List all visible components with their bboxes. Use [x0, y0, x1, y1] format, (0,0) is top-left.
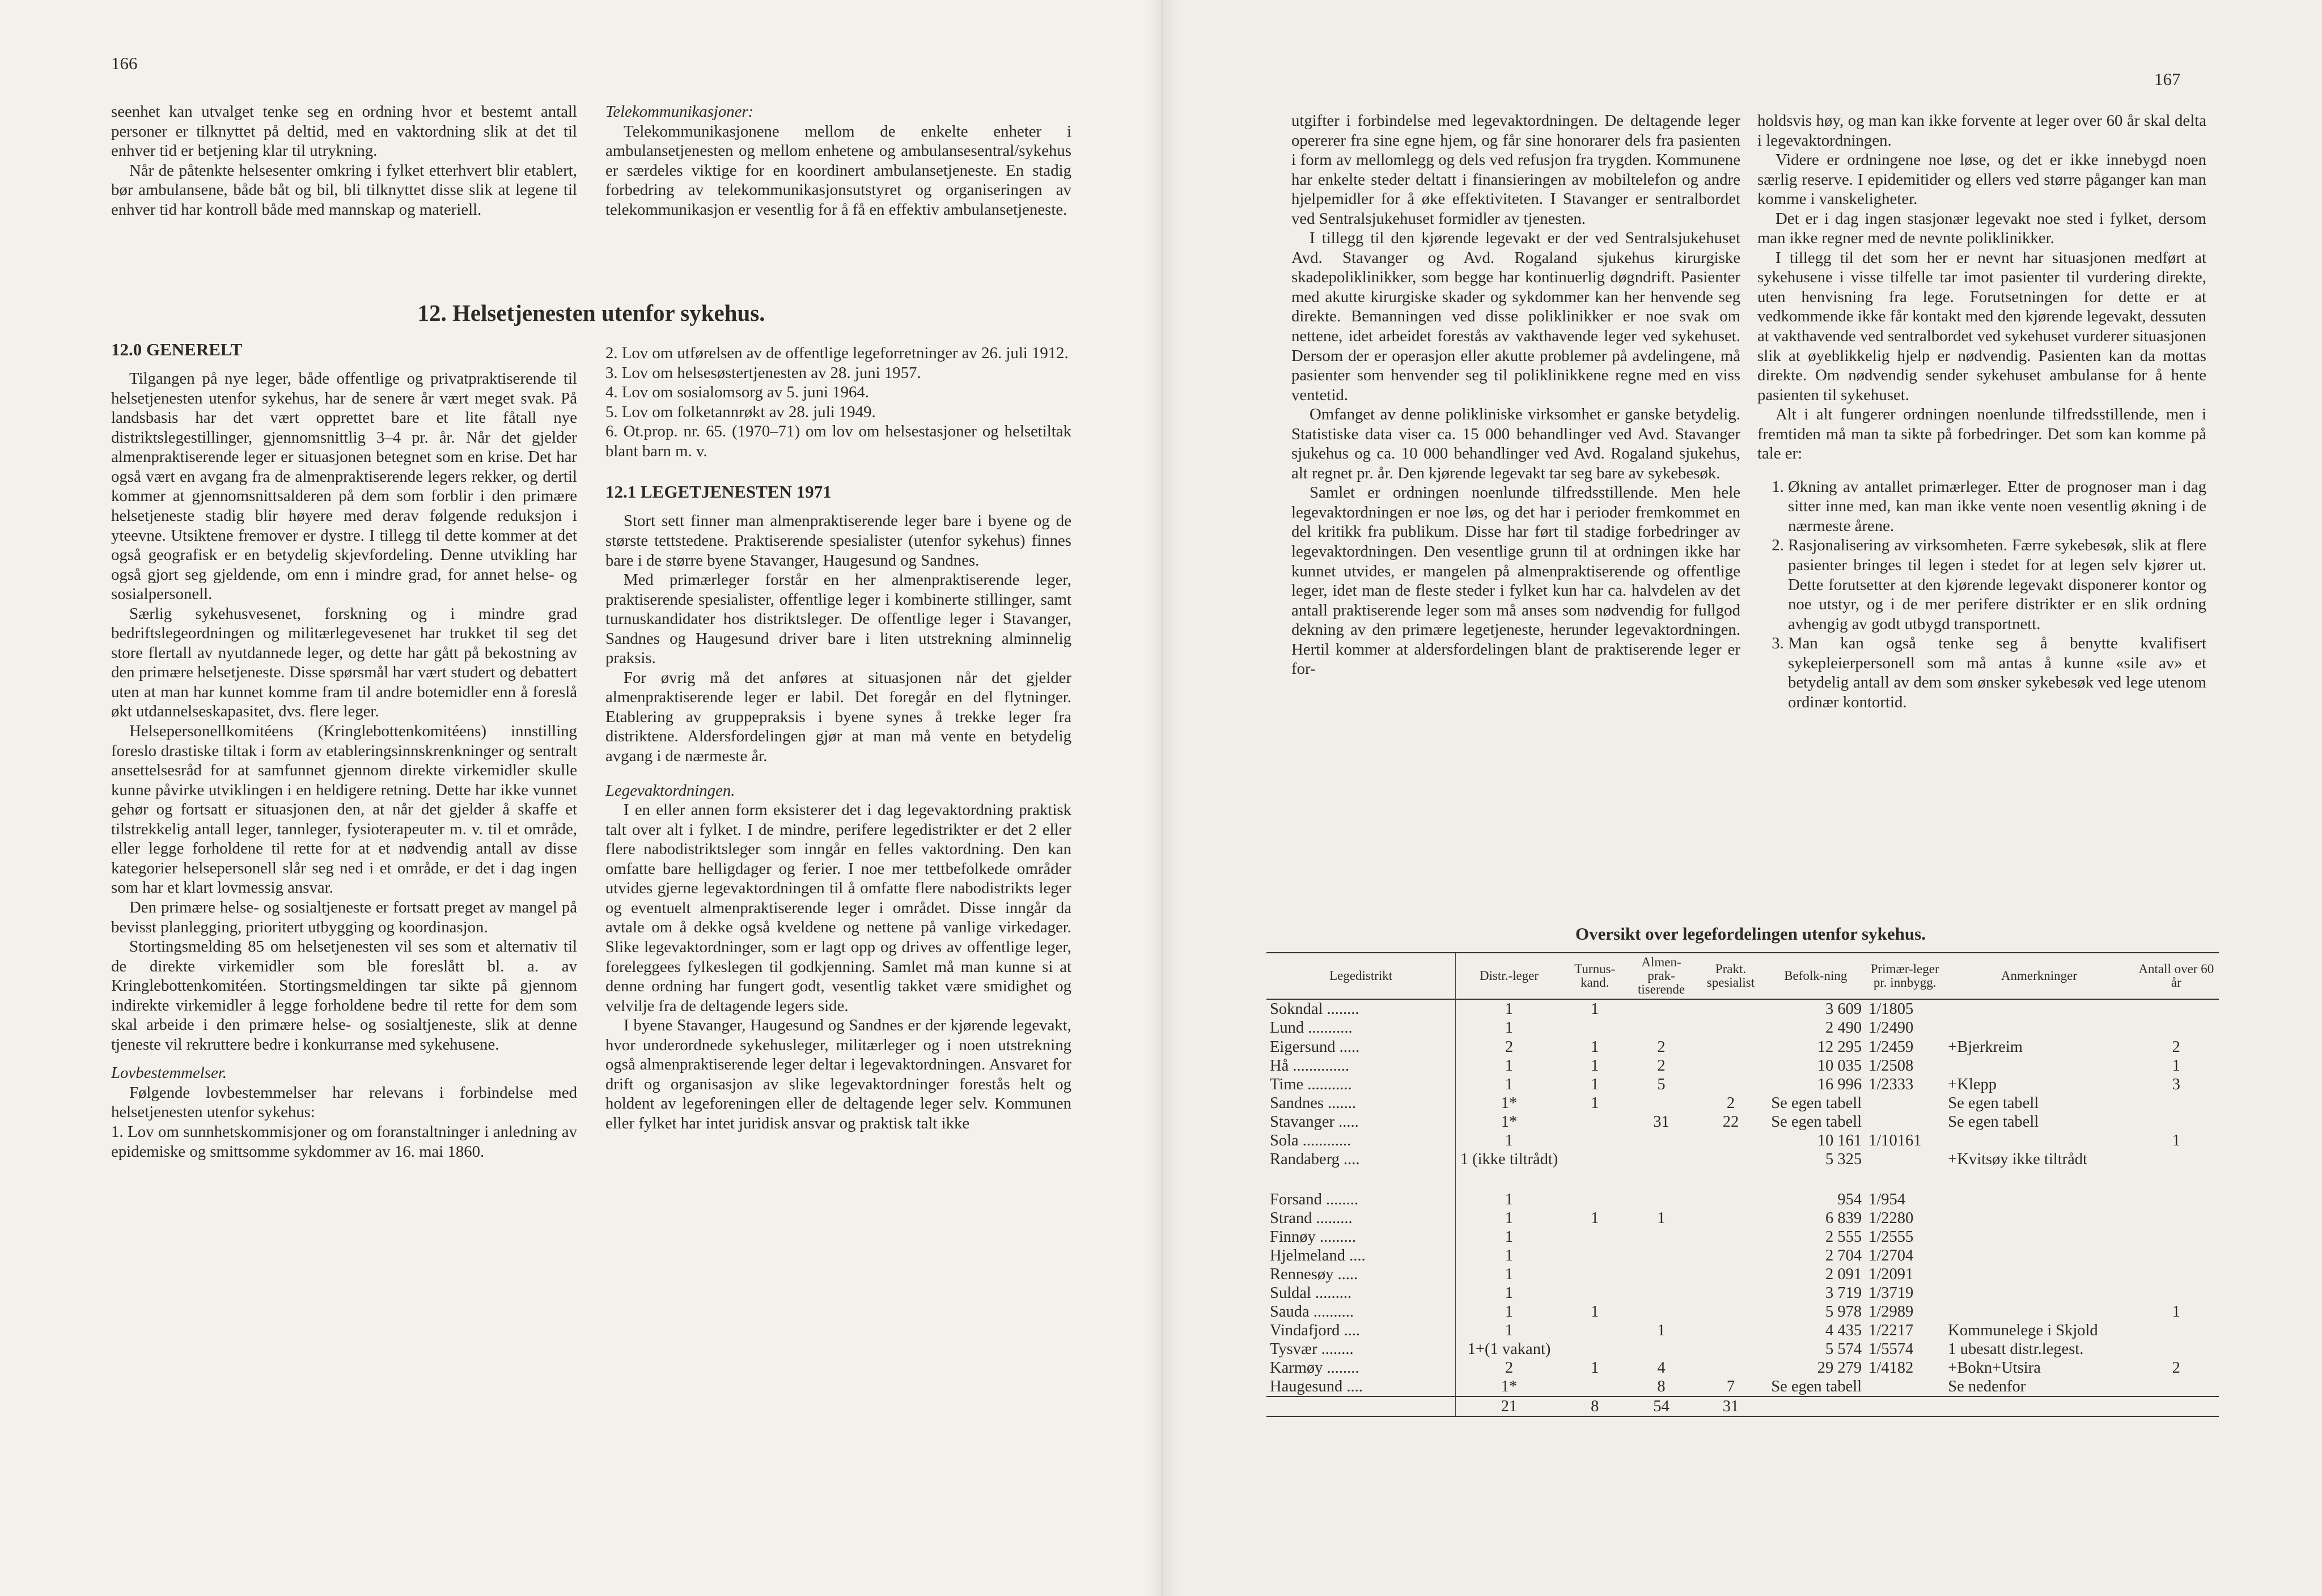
- table-cell: 1/2280: [1868, 1209, 1914, 1227]
- table-cell: 16 996: [1817, 1075, 1862, 1093]
- table-cell: Se nedenfor: [1948, 1378, 2026, 1396]
- table-cell: +Bokn+Utsira: [1948, 1359, 2041, 1377]
- table-cell: [1865, 1150, 1944, 1169]
- table-cell: 1/10161: [1868, 1131, 1922, 1149]
- table-cell: [2134, 1190, 2219, 1209]
- table-cell: 10 035: [1817, 1056, 1862, 1075]
- table-cell: 1: [1456, 1228, 1562, 1246]
- table-cell: 1: [1456, 1131, 1562, 1150]
- table-cell: [2134, 1321, 2219, 1340]
- table-cell: [1695, 1209, 1766, 1228]
- table-cell: [2134, 1209, 2219, 1228]
- table-row: [1266, 1246, 2219, 1265]
- column-header: Anmerkninger: [1944, 953, 2133, 999]
- table-cell: 1/2091: [1868, 1266, 1914, 1284]
- table-cell: 1/2508: [1868, 1056, 1914, 1075]
- table-cell: 1/2459: [1868, 1038, 1914, 1056]
- table-cell: Se egen tabell: [1771, 1113, 1862, 1131]
- paragraph: I byene Stavanger, Haugesund og Sandnes er der kjørende legevakt, hvor underordnede sykehusleger, militærleger og i noen utstrekning også almenpraktiserende leger deltar i legevaktordningen. Ansvaret for drift og organisasjon av slike legevaktordninger forestås helt og holdent av legeforeningen eller de deltagende leger selv. Kommunen eller fylket har intet juridisk ansvar og praktisk talt ikke: [605, 1016, 1071, 1132]
- table-row: [1266, 999, 2219, 1018]
- column-header: Prakt. spesialist: [1695, 953, 1766, 999]
- table-cell: [2134, 1246, 2219, 1265]
- table-cell: 1: [1456, 999, 1562, 1018]
- table-cell: Kommunelege i Skjold: [1948, 1322, 2098, 1340]
- table-cell: Suldal .........: [1270, 1284, 1352, 1302]
- paragraph: seenhet kan utvalget tenke seg en ordning hvor et bestemt antall personer er tilknyttet på deltid, med en vaktordning slik at det til enhver tid er betjening klar til utrykning.: [111, 103, 577, 160]
- table-cell: Sola ............: [1270, 1131, 1351, 1149]
- table-cell: Sokndal ........: [1270, 1000, 1359, 1018]
- physician-distribution-table: [1266, 952, 2219, 1417]
- paragraph: Tilgangen på nye leger, både offentlige og privatpraktiserende til helsetjenesten utenfor sykehus, har de senere år vært meget svak. På landsbasis har det vært opprettet bare et lite fåtall nye distriktslegestillinger, gjennomsnittlig 3–4 pr. år. Når det gjelder almenpraktiserende leger er situasjonen betegnet som en krise. Det har også vært en avgang fra de almenpraktiserende legers rekker, og dertil kommer at gjennomsnittsalderen på dem som forblir i den primære helsetjeneste stadig blir høyere med derav følgende reduksjon i yteevne. Utsiktene fremover er dystre. I tillegg til dette kommer at det også geografisk er en betydelig skjevfordeling. Denne utvikling har også gjort seg gjeldende, om enn i mindre grad, for annet helse- og sosialpersonell.: [111, 370, 577, 604]
- table-cell: [1695, 1284, 1766, 1302]
- table-cell: 31: [1653, 1113, 1670, 1131]
- law-item: 1. Lov om sunnhetskommisjoner og om foranstaltninger i anledning av epidemiske og smittsomme sykdommer av 16. mai 1860.: [111, 1122, 577, 1161]
- subheading: Telekommunikasjoner:: [605, 103, 754, 121]
- table-row: [1266, 1209, 2219, 1228]
- table-cell: 2: [2172, 1038, 2180, 1056]
- table-cell: [1695, 1359, 1766, 1377]
- table-cell: [1628, 1018, 1696, 1037]
- table-cell: Forsand ........: [1270, 1190, 1358, 1208]
- table-cell: 1: [1456, 1265, 1562, 1284]
- table-cell: [1695, 1075, 1766, 1094]
- table-cell: 5 325: [1825, 1150, 1862, 1168]
- table-cell: [1695, 1056, 1766, 1075]
- table-row: [1266, 1113, 2219, 1131]
- left-col1-intro: [111, 102, 577, 219]
- table-cell: [1695, 1265, 1766, 1284]
- total-cell: 8: [1562, 1396, 1628, 1416]
- table-cell: 2: [1726, 1094, 1735, 1112]
- table-cell: 1/1805: [1868, 1000, 1914, 1018]
- table-cell: 2 555: [1825, 1228, 1862, 1246]
- table-cell: 1*: [1456, 1113, 1562, 1131]
- table-cell: 1/2217: [1868, 1322, 1914, 1340]
- paragraph: Omfanget av denne polikliniske virksomhet er ganske betydelig. Statistiske data viser ca. 15 000 behandlinger ved Avd. Stavanger sjukehus og ca. 10 000 behandlinger ved Avd. Rogaland sjukehus, alt regnet pr. år. Den kjørende legevakt tar seg bare av sykebesøk.: [1291, 405, 1740, 482]
- paragraph: utgifter i forbindelse med legevaktordningen. De deltagende leger opererer fra sine egne hjem, og får sine honorarer dels fra pasienten i form av mellomlegg og dels ved refusjon fra trygden. Kommunene har enkelte steder deltatt i finansieringen av mobiltelefon og andre hjelpemidler for å øke effektiviteten. I Stavanger er sentralbordet ved Sentralsjukehuset formidler av tjenesten.: [1291, 112, 1740, 228]
- table-cell: [1562, 1284, 1628, 1302]
- table-cell: Finnøy .........: [1270, 1228, 1357, 1246]
- column-header: Primær-leger pr. innbygg.: [1865, 953, 1944, 999]
- table-cell: 1+(1 vakant): [1456, 1340, 1562, 1359]
- table-cell: [1695, 1340, 1766, 1359]
- law-item: 4. Lov om sosialomsorg av 5. juni 1964.: [605, 383, 870, 402]
- table-cell: [1562, 1377, 1628, 1396]
- table-cell: 1: [1591, 1075, 1599, 1093]
- table-cell: [1944, 1169, 2133, 1190]
- list-item: 1. Økning av antallet primærleger. Etter de prognoser man i dag sitter inne med, kan man ikke vente noen vesentlig økning i de nærmeste årene.: [1788, 477, 2206, 536]
- table-cell: 3 719: [1825, 1284, 1862, 1302]
- paragraph: Telekommunikasjonene mellom de enkelte enheter i ambulansetjenesten og mellom enhetene og ambulansesentral/sykehus er særdeles viktige for en koordinert ambulansetjeneste. En stadig forbedring av telekommunikasjonsutstyret og organiseringen av telekommunikasjon er vesentlig for å få en effektiv ambulansetjeneste.: [605, 122, 1071, 219]
- subheading: Lovbestemmelser.: [111, 1064, 227, 1083]
- paragraph: I tillegg til det som her er nevnt har situasjonen medført at sykehusene i visse tilfelle tar imot pasienter til vurdering direkte, uten henvisning fra lege. Forutsetningen for dette er at vedkommende ikke får kontakt med den kjørende legevakt, dessuten at vakthavende ved sentralbordet ved sykehuset vurderer situasjonen slik at øyeblikkelig hjelp er nødvendig. Pasienten kan da mottas direkte. Om nødvendig sender sykehuset ambulanse for å hente pasienten til sykehuset.: [1757, 248, 2206, 404]
- table-cell: [1562, 1113, 1628, 1131]
- table-cell: 1: [1591, 1000, 1599, 1018]
- table-cell: 5 574: [1825, 1340, 1862, 1359]
- table-cell: [1695, 999, 1766, 1018]
- paragraph: Alt i alt fungerer ordningen noenlunde tilfredsstillende, men i fremtiden må man ta sikte på forbedringer. Det som kan komme på tale er:: [1757, 405, 2206, 463]
- total-cell: [1266, 1396, 1456, 1416]
- column-header: Befolk-ning: [1766, 953, 1865, 999]
- table-cell: 1*: [1456, 1094, 1562, 1113]
- column-header: Turnus-kand.: [1562, 953, 1628, 999]
- table-cell: [1562, 1340, 1628, 1359]
- table-cell: [1562, 1228, 1628, 1246]
- table-row: [1266, 1075, 2219, 1094]
- table-cell: [1695, 1169, 1766, 1190]
- table-cell: 1/4182: [1868, 1359, 1914, 1377]
- table-cell: Sauda ..........: [1270, 1303, 1354, 1321]
- table-cell: 1: [1591, 1094, 1599, 1112]
- table-cell: [1944, 1302, 2133, 1321]
- table-cell: [1695, 1150, 1766, 1169]
- paragraph: Særlig sykehusvesenet, forskning og i mindre grad bedriftslegeordningen og militærlegevesenet har trukket til seg det store flertall av nyutdannede leger, og dette har gått på bekostning av den primære helsetjeneste. Disse spørsmål har vært studert og debattert uten at man har kunnet komme fram til andre botemidler enn å foreslå økt utdannelseskapasitet, dvs. flere leger.: [111, 604, 577, 721]
- left-col2-main: [605, 343, 1071, 1133]
- book-gutter: [1145, 0, 1179, 1596]
- table-cell: [1944, 1056, 2133, 1075]
- table-cell: 2: [1456, 1038, 1562, 1056]
- table-cell: [1562, 1018, 1628, 1037]
- table-row: [1266, 1094, 2219, 1113]
- table-cell: [1865, 1169, 1944, 1190]
- table-cell: 1: [1456, 1018, 1562, 1037]
- table-cell: 1: [1456, 1075, 1562, 1094]
- table-cell: 1: [1456, 1056, 1562, 1075]
- table-cell: [1628, 1190, 1696, 1209]
- total-cell: 54: [1628, 1396, 1696, 1416]
- table-cell: Vindafjord ....: [1270, 1322, 1360, 1340]
- table-cell: [1628, 999, 1696, 1018]
- table-cell: 1/3719: [1868, 1284, 1914, 1302]
- table-cell: Haugesund ....: [1270, 1378, 1363, 1396]
- table-cell: [1944, 1265, 2133, 1284]
- table-cell: 2 091: [1825, 1266, 1862, 1284]
- section-heading: 12.1 LEGETJENESTEN 1971: [605, 482, 832, 502]
- table-cell: [1944, 1190, 2133, 1209]
- table-cell: [1628, 1094, 1696, 1113]
- table-cell: [2134, 1094, 2219, 1113]
- table-row: [1266, 1377, 2219, 1396]
- page-number-right: 167: [2154, 69, 2181, 89]
- table-cell: [1695, 1190, 1766, 1209]
- table-cell: [1628, 1284, 1696, 1302]
- law-list: [605, 343, 1071, 461]
- left-col2-telecom: [605, 102, 1071, 219]
- total-cell: 21: [1456, 1396, 1562, 1416]
- table-cell: [1944, 1209, 2133, 1228]
- improvement-list: [1757, 477, 2206, 712]
- table-row: [1266, 1038, 2219, 1056]
- table-cell: 5: [1657, 1075, 1666, 1093]
- table-row: [1266, 1302, 2219, 1321]
- table-cell: +Bjerkreim: [1948, 1038, 2023, 1056]
- table-row: [1266, 1150, 2219, 1169]
- table-cell: 1: [1591, 1359, 1599, 1377]
- paragraph: For øvrig må det anføres at situasjonen når det gjelder almenpraktiserende leger er labil. Det foregår en del flytninger. Etablering av gruppepraksis i byene synes å trekke leger fra distriktene. Aldersfordelingen gjør at man må vente en betydelig avgang i de nærmeste år.: [605, 668, 1071, 766]
- table-cell: 6 839: [1825, 1209, 1862, 1227]
- table-cell: Se egen tabell: [1771, 1378, 1862, 1396]
- table-cell: 1: [2172, 1056, 2180, 1075]
- paragraph: Stort sett finner man almenpraktiserende leger bare i byene og de største tettstedene. Praktiserende spesialister (utenfor sykehus) finnes bare i de større byene Stavanger, Haugesund og Sandnes.: [605, 512, 1071, 570]
- table-total-row: [1266, 1396, 2219, 1416]
- law-item: 2. Lov om utførelsen av de offentlige legeforretninger av 26. juli 1912.: [605, 344, 1069, 362]
- table-cell: [1628, 1228, 1696, 1246]
- table-cell: [1266, 1169, 1456, 1190]
- table-cell: 7: [1726, 1378, 1735, 1396]
- table-cell: Se egen tabell: [1771, 1094, 1862, 1112]
- table-cell: 1/954: [1868, 1190, 1905, 1208]
- table-row: [1266, 1340, 2219, 1359]
- table-cell: [1562, 1321, 1628, 1340]
- table-cell: 22: [1722, 1113, 1739, 1131]
- table-cell: [1628, 1131, 1696, 1150]
- table-cell: [1695, 1038, 1766, 1056]
- table-cell: Time ...........: [1270, 1075, 1352, 1093]
- table-cell: 1: [2172, 1131, 2180, 1149]
- table-cell: [2134, 1265, 2219, 1284]
- table-cell: 1/2704: [1868, 1246, 1914, 1264]
- table-cell: Rennesøy .....: [1270, 1266, 1358, 1284]
- table-cell: 1: [1591, 1303, 1599, 1321]
- law-item: 3. Lov om helsesøstertjenesten av 28. juni 1957.: [605, 363, 921, 382]
- column-header: Antall over 60 år: [2134, 953, 2219, 999]
- table-cell: [1628, 1169, 1696, 1190]
- table-cell: [1628, 1340, 1696, 1359]
- table-cell: 29 279: [1817, 1359, 1862, 1377]
- table-cell: 1/2989: [1868, 1303, 1914, 1321]
- table-cell: Strand .........: [1270, 1209, 1353, 1227]
- table-cell: 3: [2172, 1075, 2180, 1093]
- table-cell: [1865, 1377, 1944, 1396]
- table-row: [1266, 1265, 2219, 1284]
- law-item: 5. Lov om folketannrøkt av 28. juli 1949.: [605, 402, 876, 421]
- table-cell: 1: [1456, 1246, 1562, 1265]
- page-number-left: 166: [111, 53, 138, 73]
- table-cell: 1 ubesatt distr.legest.: [1948, 1340, 2084, 1359]
- paragraph: Samlet er ordningen noenlunde tilfredsstillende. Men hele legevaktordningen er noe løs, og det har i perioder fremkommet en del kritikk fra publikum. Disse har ført til stadige forbedringer av legevaktordningen. Den vesentlige grunn til at ordningen ikke har kunnet utvides, er mangelen på almenpraktiserende og offentlige leger, idet man de fleste steder i fylket kun har ca. halvdelen av det antall praktiserende leger som må anses som nødvendig for fullgod dekning av den primære legetjeneste, herunder legevaktordningen. Hertil kommer at aldersfordelingen blant de praktiserende leger er for-: [1291, 483, 1740, 678]
- table-cell: 1: [1591, 1056, 1599, 1075]
- section-heading: 12.0 GENERELT: [111, 339, 243, 359]
- table-cell: 2: [1456, 1359, 1562, 1377]
- table-cell: 4: [1657, 1359, 1666, 1377]
- paragraph: Videre er ordningene noe løse, og det er ikke innebygd noen særlig reserve. I epidemitider og ellers ved større påganger kan man komme i vanskeligheter.: [1757, 151, 2206, 209]
- paragraph: Stortingsmelding 85 om helsetjenesten vil ses som et alternativ til de direkte virkemidler som ble foreslått bl. a. av Kringlebottenkomitéen. Stortingsmeldingen tar sikte på gjennom indirekte virkemidler å legge forholdene bedre til rette for dem som skal arbeide i den primære helse- og sosialtjeneste, slik at denne tjeneste vil rekruttere bedre i konkurranse med sykehusene.: [111, 937, 577, 1054]
- table-cell: [1628, 1302, 1696, 1321]
- table-cell: 1: [1456, 1209, 1562, 1228]
- subheading: Legevaktordningen.: [605, 781, 735, 800]
- table-cell: 2: [2172, 1359, 2180, 1377]
- table-cell: [2134, 1150, 2219, 1169]
- table-cell: [2134, 1169, 2219, 1190]
- table-cell: 1*: [1456, 1377, 1562, 1396]
- table-cell: 1: [1657, 1209, 1666, 1227]
- table-row: [1266, 1359, 2219, 1377]
- table-cell: Hjelmeland ....: [1270, 1246, 1366, 1264]
- table-cell: [1562, 1190, 1628, 1209]
- table-cell: 4 435: [1825, 1322, 1862, 1340]
- table-cell: Se egen tabell: [1948, 1094, 2039, 1112]
- table-cell: [2134, 1018, 2219, 1037]
- table-cell: Se egen tabell: [1948, 1113, 2039, 1131]
- table-cell: Lund ...........: [1270, 1019, 1353, 1037]
- total-cell: [1766, 1396, 1865, 1416]
- table-cell: [1766, 1169, 1865, 1190]
- table-cell: 1/5574: [1868, 1340, 1914, 1359]
- table-cell: 2 490: [1825, 1019, 1862, 1037]
- table-cell: 954: [1837, 1190, 1862, 1208]
- table-cell: [2134, 999, 2219, 1018]
- total-cell: [2134, 1396, 2219, 1416]
- table-title: Oversikt over legefordelingen utenfor sykehus.: [1575, 924, 1926, 944]
- table-cell: 1: [1456, 1190, 1562, 1209]
- table-cell: [1562, 1169, 1628, 1190]
- table-cell: [1695, 1018, 1766, 1037]
- table-cell: 2: [1657, 1056, 1666, 1075]
- table-row: [1266, 1321, 2219, 1340]
- table-cell: [1456, 1169, 1562, 1190]
- table-cell: Randaberg ....: [1270, 1150, 1360, 1168]
- table-cell: [1944, 1131, 2133, 1150]
- paragraph: Helsepersonellkomitéens (Kringlebottenkomitéens) innstilling foreslo drastiske tiltak i form av etableringsinnskrenkninger og sentralt ansettelsesråd for at samfunnet gjennom direkte virkemidler skulle kunne påvirke utviklingen i en heldigere retning. Dette har ikke vunnet gehør og fortsatt er situasjonen den, at når det gjelder å skaffe et tilstrekkelig antall leger, tannleger, fysioterapeuter m. v. til et område, eller legge forholdene til rette for at et nødvendig antall av disse kategorier helsepersonell slår seg ned i et område, er det i dag ingen som har et klart lovmessig ansvar.: [111, 722, 577, 897]
- table-cell: [1562, 1246, 1628, 1265]
- paragraph: I tillegg til den kjørende legevakt er der ved Sentralsjukehuset Avd. Stavanger og Avd. Rogaland sjukehus kirurgiske skadepoliklinikker, som begge har kontinuerlig døgndrift. Pasienter med akutte kirurgiske skader og sykdommer kan her henvende seg direkte. Bemanningen ved disse poliklinikker er noe svak om nettene, idet arbeidet forestås av vakthavende leger ved sykehuset. Dersom der er operasjon eller akutte problemer på avdelingene, må pasienter som henvender seg til poliklinikkene regne med en viss ventetid.: [1291, 229, 1740, 404]
- total-cell: 31: [1695, 1396, 1766, 1416]
- right-col1: [1291, 111, 1740, 679]
- table-cell: 2 704: [1825, 1246, 1862, 1264]
- table-cell: 10 161: [1817, 1131, 1862, 1149]
- table-cell: [1562, 1131, 1628, 1150]
- list-item: 3. Man kan også tenke seg å benytte kvalifisert sykepleierpersonell som må antas å kunne «sile av» et betydelig antall av dem som ønsker sykebesøk ved lege utenom ordinær kontortid.: [1788, 634, 2206, 712]
- table-cell: [1944, 999, 2133, 1018]
- table-cell: [1695, 1321, 1766, 1340]
- table-cell: [1944, 1284, 2133, 1302]
- table-row: [1266, 1056, 2219, 1075]
- total-cell: [1944, 1396, 2133, 1416]
- table-cell: [1695, 1246, 1766, 1265]
- table-cell: 1: [1591, 1209, 1599, 1227]
- table-cell: [1944, 1246, 2133, 1265]
- table-cell: 12 295: [1817, 1038, 1862, 1056]
- table-cell: 2: [1657, 1038, 1666, 1056]
- table-cell: Sandnes .......: [1270, 1094, 1356, 1112]
- table-cell: [1562, 1265, 1628, 1284]
- table-cell: +Kvitsøy ikke tiltrådt: [1948, 1150, 2087, 1168]
- table-cell: [1865, 1094, 1944, 1113]
- table-row: [1266, 1018, 2219, 1037]
- table-cell: [1628, 1265, 1696, 1284]
- table-cell: 1/2333: [1868, 1075, 1914, 1093]
- table-cell: 1: [1456, 1302, 1562, 1321]
- paragraph: Når de påtenkte helsesenter omkring i fylket etterhvert blir etablert, bør ambulansene, både båt og bil, bli tilknyttet disse slik at legene til enhver tid har kontroll både med mannskap og materiell.: [111, 161, 577, 219]
- table-row: [1266, 1228, 2219, 1246]
- table-cell: Tysvær ........: [1270, 1340, 1354, 1359]
- table-cell: 1: [1657, 1322, 1666, 1340]
- paragraph: holdsvis høy, og man kan ikke forvente at leger over 60 år skal delta i legevaktordningen.: [1757, 112, 2206, 150]
- table-cell: Karmøy ........: [1270, 1359, 1359, 1377]
- list-item: 2. Rasjonalisering av virksomheten. Færre sykebesøk, slik at flere pasienter bringes til legen i stedet for at legen selv kjører ut. Dette forutsetter at den kjørende legevakt disponerer kontor og noe utstyr, og i de mer perifere distrikter er en slik ordning avhengig av godt utbygd transportnett.: [1788, 536, 2206, 634]
- table-cell: 1: [2172, 1303, 2180, 1321]
- column-header: Almen-prak-tiserende: [1628, 953, 1696, 999]
- table-cell: 1: [1456, 1284, 1562, 1302]
- paragraph: Den primære helse- og sosialtjeneste er fortsatt preget av mangel på bevisst planlegging, prioritert utbygging og koordinasjon.: [111, 898, 577, 936]
- table-cell: +Klepp: [1948, 1075, 1997, 1093]
- table-cell: [2134, 1228, 2219, 1246]
- total-cell: [1865, 1396, 1944, 1416]
- chapter-title: 12. Helsetjenesten utenfor sykehus.: [417, 300, 765, 326]
- right-col2: [1757, 111, 2206, 712]
- table-row: [1266, 1131, 2219, 1150]
- paragraph: Følgende lovbestemmelser har relevans i forbindelse med helsetjenesten utenfor sykehus:: [111, 1083, 577, 1122]
- column-header: Distr.-leger: [1456, 953, 1562, 999]
- table-body: [1266, 999, 2219, 1396]
- table-header-row: [1266, 953, 2219, 999]
- table-cell: [1695, 1131, 1766, 1150]
- table-cell: 1: [1591, 1038, 1599, 1056]
- table-cell: [1628, 1246, 1696, 1265]
- table-cell: [1695, 1228, 1766, 1246]
- table-cell: 5 978: [1825, 1303, 1862, 1321]
- table-cell: 1/2490: [1868, 1019, 1914, 1037]
- table-cell: [1865, 1113, 1944, 1131]
- table-cell: 1 (ikke tiltrådt): [1456, 1150, 1562, 1169]
- table-cell: [2134, 1284, 2219, 1302]
- table-cell: [2134, 1377, 2219, 1396]
- table-cell: [1628, 1150, 1696, 1169]
- table-cell: [1944, 1018, 2133, 1037]
- table-row: [1266, 1190, 2219, 1209]
- table-cell: 8: [1657, 1378, 1666, 1396]
- table-cell: Stavanger .....: [1270, 1113, 1359, 1131]
- paragraph: Det er i dag ingen stasjonær legevakt noe sted i fylket, dersom man ikke regner med de nevnte poliklinikker.: [1757, 209, 2206, 248]
- table-cell: 3 609: [1825, 1000, 1862, 1018]
- table-cell: [1944, 1228, 2133, 1246]
- law-item: 6. Ot.prop. nr. 65. (1970–71) om lov om helsestasjoner og helsetiltak blant barn m. v.: [605, 422, 1071, 460]
- table-cell: 1/2555: [1868, 1228, 1914, 1246]
- table-cell: Eigersund .....: [1270, 1038, 1360, 1056]
- table-row: [1266, 1284, 2219, 1302]
- table-row: [1266, 1169, 2219, 1190]
- right-page: [1161, 0, 2322, 1596]
- table-cell: [1562, 1150, 1628, 1169]
- table-cell: Hå ..............: [1270, 1056, 1350, 1075]
- table-cell: [2134, 1340, 2219, 1359]
- table-cell: 1: [1456, 1321, 1562, 1340]
- paragraph: I en eller annen form eksisterer det i dag legevaktordning praktisk talt over alt i fylket. I de mindre, perifere legedistrikter er det 2 eller flere nabodistriktsleger som inngår en felles vaktordning. Den kan omfatte bare helligdager og ferier. I noe mer tettbefolkede områder utvides gjerne legevaktordningen til å omfatte flere nabodistrikts leger og eventuelt almenpraktiserende leger i området. Disse inngår da avtale om å dekke også kveldene og nettene på vanlige virkedager. Slike legevaktordninger, som er lagt opp og drives av offentlige leger, foreleggees fylkeslegen til godkjenning. Samlet må man kunne si at denne ordning har fungert godt, vesentlig takket være smidighet og velvilje fra de deltagende legers side.: [605, 801, 1071, 1015]
- table-cell: [2134, 1113, 2219, 1131]
- paragraph: Med primærleger forstår en her almenpraktiserende leger, praktiserende spesialister, offentlige leger i kombinerte stillinger, samt turnuskandidater hos distriktsleger. De offentlige leger i Stavanger, Sandnes og Haugesund driver bare i liten utstrekning alminnelig praksis.: [605, 571, 1071, 668]
- column-header: Legedistrikt: [1266, 953, 1456, 999]
- left-col1-main: [111, 339, 577, 1161]
- table-cell: [1695, 1302, 1766, 1321]
